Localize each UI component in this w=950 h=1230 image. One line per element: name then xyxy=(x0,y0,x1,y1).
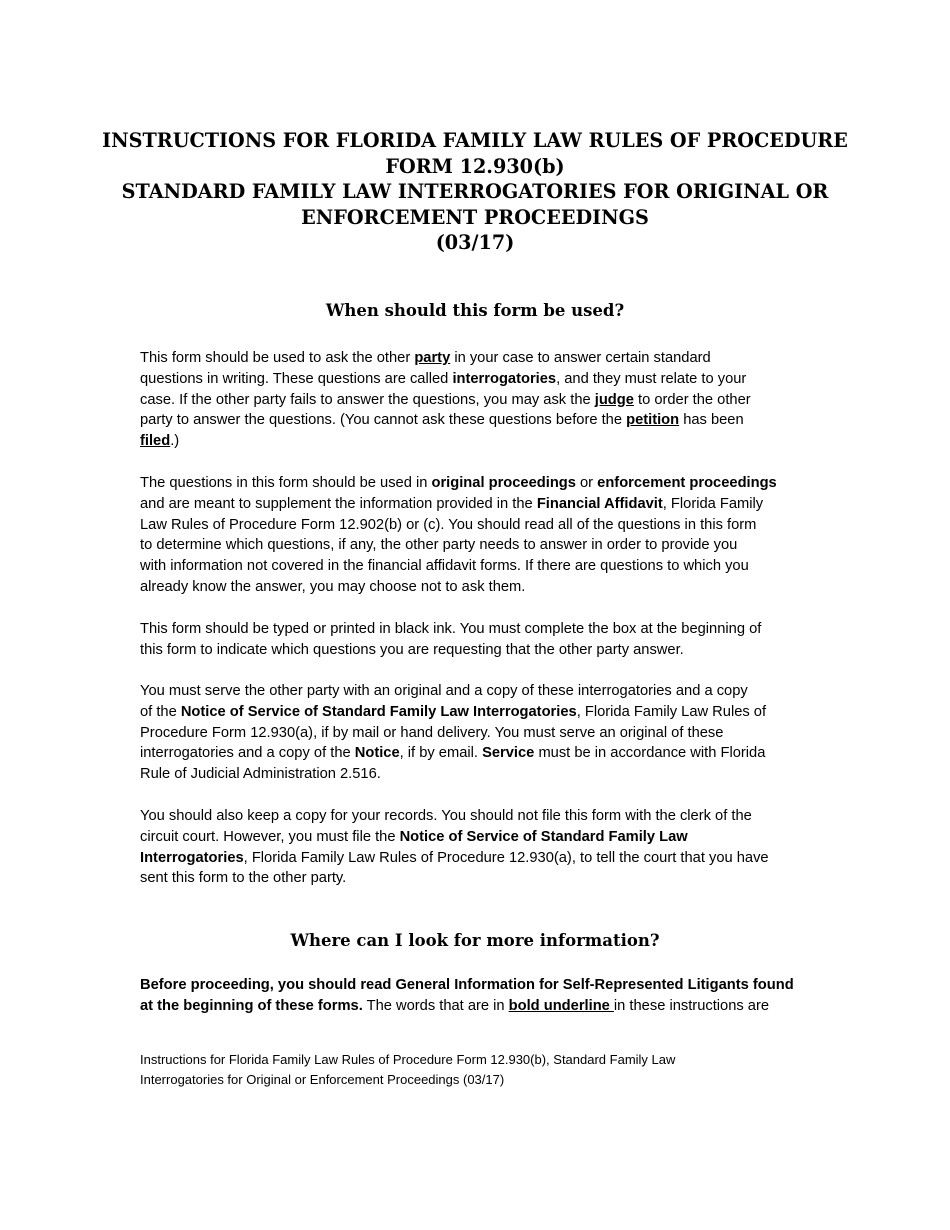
text-line: This form should be typed or printed in black ink. You must complete the box at the beginning of xyxy=(140,621,762,637)
footer-line-1: Instructions for Florida Family Law Rules of Procedure Form 12.930(b), Standard Family Law xyxy=(140,1052,676,1067)
text: or xyxy=(575,475,598,491)
text: , Florida Family Law Rules of Procedure 12.930(a), to tell the court that you have xyxy=(243,849,769,866)
term-financial-affidavit: Financial Affidavit xyxy=(536,495,663,512)
text: , Florida Family xyxy=(662,495,764,512)
term-service: Service xyxy=(482,745,535,762)
paragraph-service xyxy=(140,681,830,785)
text: , and they must relate to your xyxy=(556,370,747,387)
title-line-2: FORM 12.930(b) xyxy=(385,154,565,178)
text-line: You must serve the other party with an original and a copy of these interrogatories and a copy xyxy=(140,683,748,699)
text-line: sent this form to the other party. xyxy=(140,870,347,887)
text: in these instructions are xyxy=(613,997,770,1014)
text: This form should be used to ask the other xyxy=(140,350,415,366)
text-bold: at the beginning of these forms. xyxy=(140,997,363,1014)
title-line-3: STANDARD FAMILY LAW INTERROGATORIES FOR ORIGINAL OR xyxy=(121,180,829,203)
text: , if by email. xyxy=(399,745,483,762)
term-notice-of-service: Notice of Service of Standard Family Law Interrogatories xyxy=(180,703,577,720)
document-title xyxy=(100,128,850,256)
term-interrogatories: Interrogatories xyxy=(140,849,244,866)
text: of the xyxy=(140,703,181,720)
text: in your case to answer certain standard xyxy=(450,350,711,366)
paragraph-proceedings xyxy=(140,473,830,598)
term-party: party xyxy=(414,350,451,366)
text: party to answer the questions. (You cannot ask these questions before the xyxy=(140,412,627,429)
text: must be in accordance with Florida xyxy=(534,745,766,762)
text: .) xyxy=(170,433,180,450)
text: and are meant to supplement the information provided in the xyxy=(140,495,537,512)
section-heading-when: When should this form be used? xyxy=(325,301,625,320)
term-notice-of-service: Notice of Service of Standard Family Law xyxy=(399,828,688,845)
text-line: Procedure Form 12.930(a), if by mail or hand delivery. You must serve an original of these xyxy=(140,724,724,741)
term-enforcement-proceedings: enforcement proceedings xyxy=(597,475,777,491)
term-original-proceedings: original proceedings xyxy=(431,475,576,491)
page-footer xyxy=(140,1050,830,1089)
text: questions in writing. These questions are called xyxy=(140,370,453,387)
term-notice: Notice xyxy=(354,745,400,762)
text: , Florida Family Law Rules of xyxy=(576,703,767,720)
text: The questions in this form should be used in xyxy=(140,475,432,491)
text: The words that are in xyxy=(362,997,509,1014)
footer-line-2: Interrogatories for Original or Enforcement Proceedings (03/17) xyxy=(140,1071,505,1087)
term-bold-underline: bold underline xyxy=(508,997,614,1014)
paragraph-ink xyxy=(140,619,830,661)
text: case. If the other party fails to answer the questions, you may ask the xyxy=(140,391,595,408)
title-line-5: (03/17) xyxy=(435,231,515,254)
text: circuit court. However, you must file the xyxy=(140,828,400,845)
text-line: You should also keep a copy for your records. You should not file this form with the clerk of the xyxy=(140,808,752,824)
text-line: to determine which questions, if any, the other party needs to answer in order to provide you xyxy=(140,537,738,554)
text-line: already know the answer, you may choose not to ask them. xyxy=(140,578,526,595)
section-heading-more-info: Where can I look for more information? xyxy=(290,931,660,950)
paragraph-purpose xyxy=(140,348,830,452)
term-judge: judge xyxy=(594,391,634,408)
text: to order the other xyxy=(633,391,751,408)
term-filed: filed xyxy=(140,433,171,450)
text: interrogatories and a copy of the xyxy=(140,745,355,762)
title-line-4: ENFORCEMENT PROCEEDINGS xyxy=(301,205,649,229)
paragraph-more-info xyxy=(140,975,830,1017)
term-interrogatories: interrogatories xyxy=(452,370,557,387)
text-line: Law Rules of Procedure Form 12.902(b) or (c). You should read all of the questions in this form xyxy=(140,516,757,533)
term-petition: petition xyxy=(626,412,680,429)
paragraph-records xyxy=(140,806,830,889)
text-line: this form to indicate which questions you are requesting that the other party answer. xyxy=(140,641,684,658)
text-line-bold: Before proceeding, you should read General Information for Self-Represented Litigants found xyxy=(140,977,794,993)
title-line-1: INSTRUCTIONS FOR FLORIDA FAMILY LAW RULES OF PROCEDURE xyxy=(102,129,848,152)
text-line: with information not covered in the financial affidavit forms. If there are questions to which you xyxy=(140,558,749,575)
text-line: Rule of Judicial Administration 2.516. xyxy=(140,766,381,783)
text: has been xyxy=(679,412,744,429)
